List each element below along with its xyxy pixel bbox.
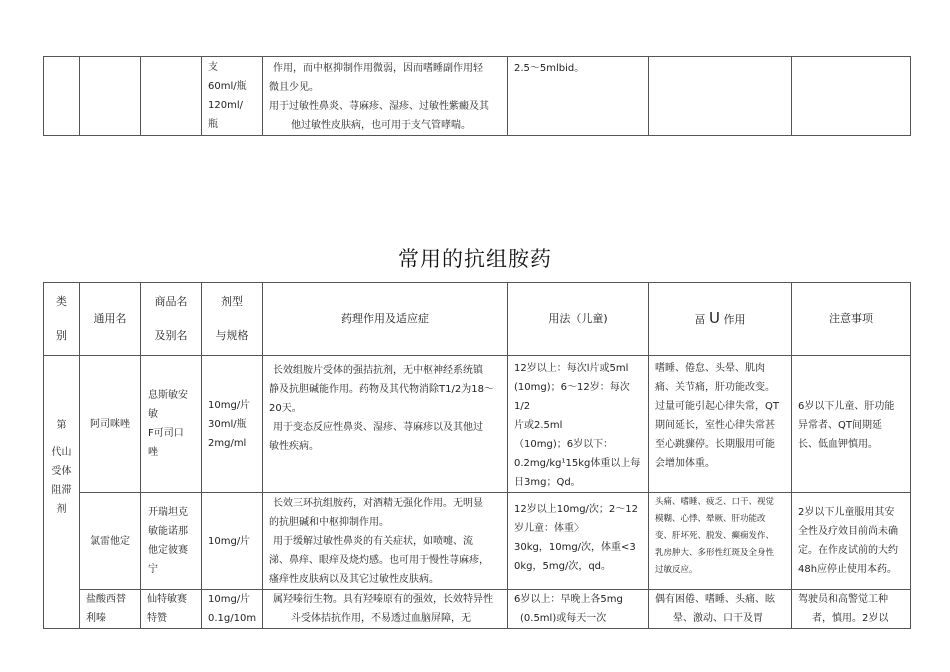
notes-cell: 2岁以下儿童服用其安 全性及疗效目前尚未确 定。在作皮试前的大约 48h应停止使用本药。: [792, 493, 911, 590]
header-generic-name: 通用名: [80, 283, 141, 356]
side-effects-cell: 头痛、嗜睡、疲乏、口干、视觉 模糊、心悸、晕厥、肝功能改 变、肝坏死、脱发、癫痫发作、 乳房肿大、多形性红斑及全身性 过敏反应。: [649, 493, 792, 590]
dosage-form-cell: 10mg/片 0.1g/10m: [202, 590, 263, 629]
continuation-table: [43, 56, 911, 136]
brand-name-cell: 开瑞坦克 敏能诺那 他定彼赛 宁: [141, 493, 202, 590]
generic-name-cell: 阿司咪唑: [80, 356, 141, 493]
side-effects-cell: 偶有困倦、嗜睡、头痛、眩 晕、激动、口干及胃: [649, 590, 792, 629]
pharmacology-cell: 长效三环抗组胺药，对酒精无强化作用。无明显 的抗胆碱和中枢抑制作用。 用于缓解过敏性鼻炎的有关症状，如喷嚏、流 涕、鼻痒、眼痒及烧灼感。也可用于慢性荨麻疹， 瘙痒性皮肤病以及其它过敏性皮肤病。: [263, 493, 508, 590]
dosage-form-cell: 支 60ml/瓶 120ml/ 瓶: [202, 57, 263, 136]
usage-cell: 2.5～5mlbid。: [508, 57, 649, 136]
notes-cell: 驾驶员和高警觉工种 者，慎用。2岁以: [792, 590, 911, 629]
brand-name-cell: 息斯敏安 敏 F可司口 唑: [141, 356, 202, 493]
brand-name-cell: 仙特敏赛 特赞: [141, 590, 202, 629]
notes-cell: 6岁以下儿童、肝功能 异常者、QT间期延 长、低血钾慎用。: [792, 356, 911, 493]
usage-cell: 12岁以上：每次l片或5ml (10mg)；6～12岁：每次1/2 片或2.5ml （10mg)；6岁以下： 0.2mg/kg¹15kg体重以上每 日3mg；Qd。: [508, 356, 649, 493]
empty-cell: [141, 57, 202, 136]
header-pharmacology: 药理作用及适应症: [263, 283, 508, 356]
empty-cell: [44, 57, 80, 136]
header-dosage-form: 剂型 与规格: [202, 283, 263, 356]
pharmacology-cell: 属羟嗪衍生物。具有羟嗪原有的强效，长效特异性 斗受体拮抗作用，不易透过血脑屏障，无: [263, 590, 508, 629]
section-title: 常用的抗组胺药: [398, 247, 552, 271]
pharmacology-cell: 长效组胺片受体的强拮抗剂，无中枢神经系统镇 静及抗胆碱能作用。药物及其代物消除T1/2为18～ 20天。 用于变态反应性鼻炎、湿疹、荨麻疹以及其他过 敏性疾病。: [263, 356, 508, 493]
category-cell: 第 代山 受体 阻滞 剂: [44, 356, 80, 629]
pharmacology-cell: 作用，而中枢抑制作用微弱，因而嗜睡副作用轻 微且少见。 用于过敏性鼻炎、荨麻疹、湿疹、过敏性紫癜及其 他过敏性皮肤病，也可用于支气管哮喘。: [263, 57, 508, 136]
table-row: [44, 493, 911, 590]
usage-cell: 6岁以上：早晚上各5mg (0.5ml)或每天一次: [508, 590, 649, 629]
dosage-form-cell: 10mg/片: [202, 493, 263, 590]
header-brand-name: 商品名 及别名: [141, 283, 202, 356]
table-row: [44, 356, 911, 493]
generic-name-cell: 氯雷他定: [80, 493, 141, 590]
side-effects-cell: 嗜睡、倦怠、头晕、肌肉 痛、关节痛，肝功能改变。 过量可能引起心律失常，QT 期间延长，室性心律失常甚 至心跳骤停。长期服用可能 会增加体重。: [649, 356, 792, 493]
header-usage: 用法（儿童): [508, 283, 649, 356]
empty-cell: [649, 57, 792, 136]
usage-cell: 12岁以上10mg/次；2～12 岁儿童：体重〉 30kg，10mg/次，体重<3 0kg，5mg/次，qd。: [508, 493, 649, 590]
table-row: [44, 590, 911, 629]
generic-name-cell: 盐酸西替 利嗪: [80, 590, 141, 629]
header-notes: 注意事项: [792, 283, 911, 356]
header-category: 类 别: [44, 283, 80, 356]
header-side-effects: 畐 U 作用: [649, 283, 792, 356]
header-row: [44, 283, 911, 356]
antihistamine-table: [43, 282, 911, 629]
empty-cell: [80, 57, 141, 136]
empty-cell: [792, 57, 911, 136]
dosage-form-cell: 10mg/片 30ml/瓶 2mg/ml: [202, 356, 263, 493]
continuation-row: [44, 57, 911, 136]
